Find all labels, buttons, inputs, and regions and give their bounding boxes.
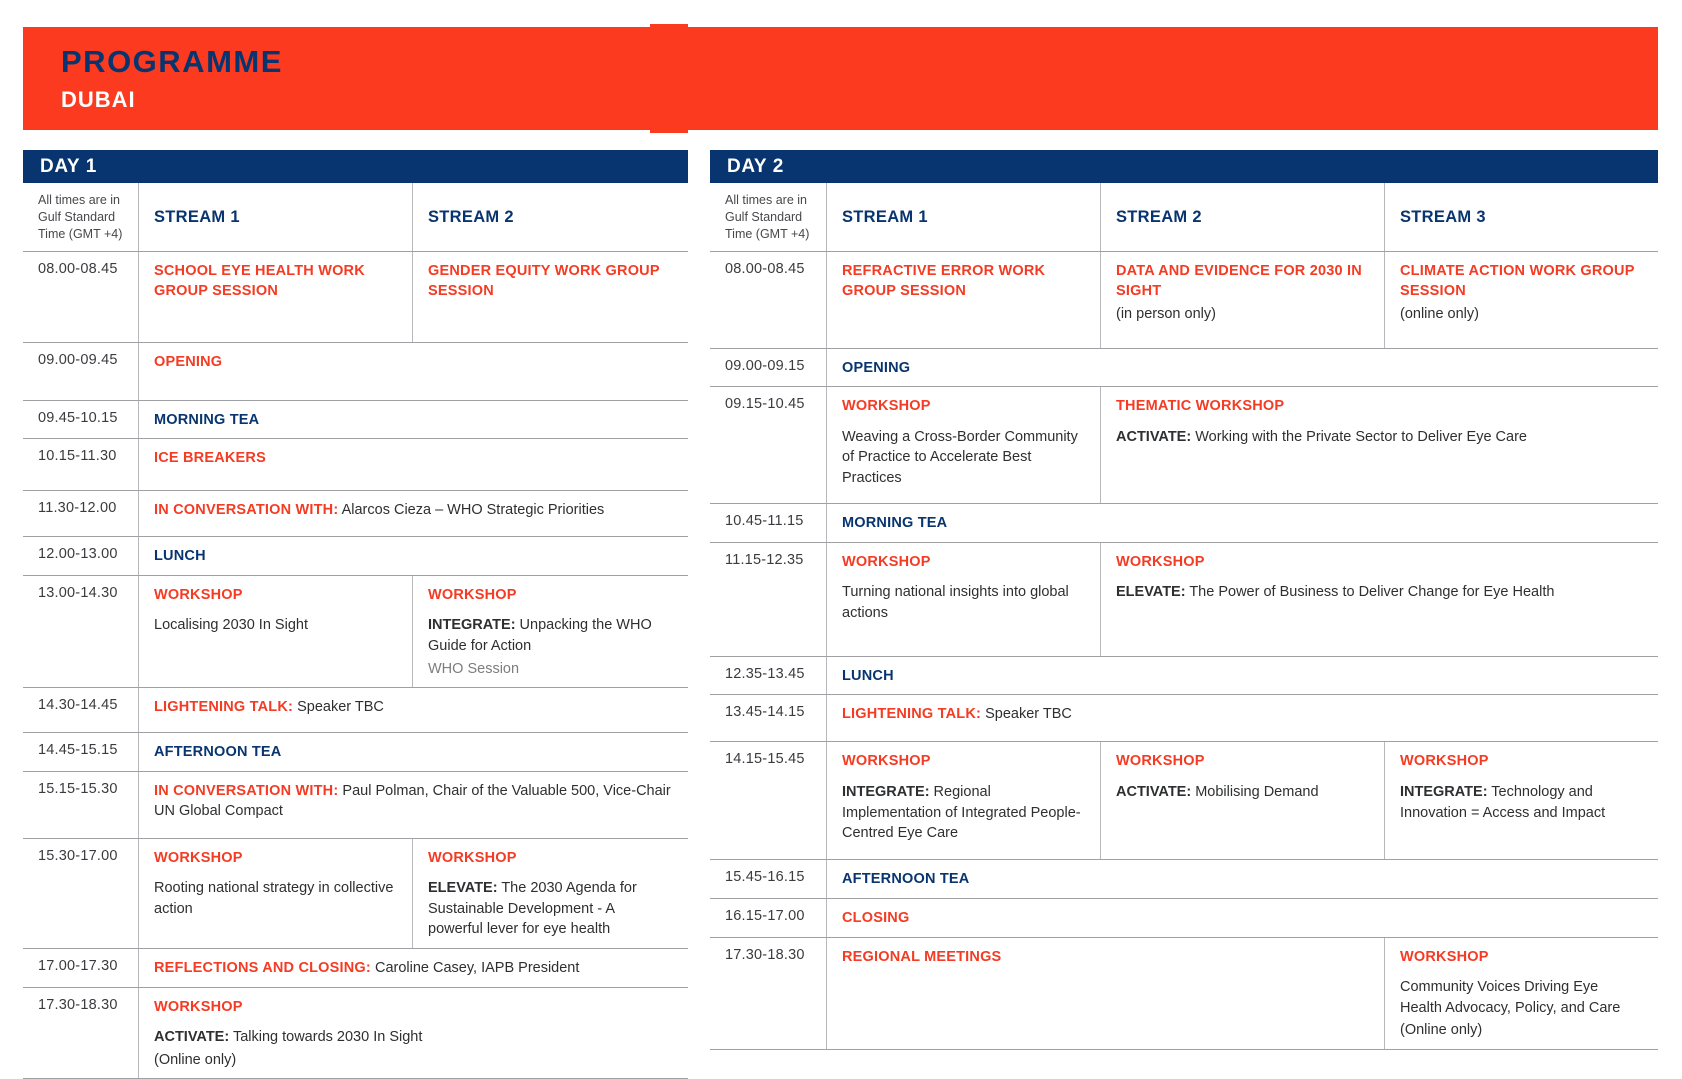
session-text-line xyxy=(428,848,673,869)
text-segment: AFTERNOON TEA xyxy=(154,744,282,761)
text-segment: The 2030 Agenda for Sustainable Development - A powerful lever for eye health xyxy=(428,880,637,938)
session-cell xyxy=(138,537,688,575)
session-text-line xyxy=(1400,1020,1643,1041)
text-segment: Working with the Private Sector to Deliver Eye Care xyxy=(1191,428,1527,445)
time-range: 14.45-15.15 xyxy=(38,742,118,759)
day2-header-row xyxy=(710,183,1658,252)
session-cell xyxy=(138,733,688,771)
text-segment: REFRACTIVE ERROR WORK GROUP SESSION xyxy=(842,262,1046,300)
text-segment: IN CONVERSATION WITH: xyxy=(154,782,339,799)
session-cell xyxy=(826,695,1658,741)
schedule-row xyxy=(710,252,1658,349)
text-segment: Regional Implementation of Integrated People-Centred Eye Care xyxy=(842,783,1081,842)
text-segment: WORKSHOP xyxy=(428,586,517,603)
text-segment: MORNING TEA xyxy=(154,411,260,428)
banner xyxy=(23,27,1658,130)
text-segment: WORKSHOP xyxy=(1400,948,1489,965)
text-segment: AFTERNOON TEA xyxy=(842,871,970,888)
schedule-row xyxy=(23,343,688,401)
session-text-line xyxy=(842,396,1085,417)
session-text-line xyxy=(842,582,1085,623)
session-text-line xyxy=(154,261,397,302)
text-segment: ACTIVATE: xyxy=(154,1029,230,1046)
schedule-row xyxy=(710,899,1658,938)
session-text-line xyxy=(842,358,1643,379)
text-segment: ELEVATE: xyxy=(1116,584,1186,601)
text-segment: SCHOOL EYE HEALTH WORK GROUP SESSION xyxy=(154,262,365,300)
session-cell xyxy=(1100,387,1658,503)
session-text-line xyxy=(842,261,1085,302)
time-range: 13.45-14.15 xyxy=(725,704,805,721)
session-text-line xyxy=(154,410,673,431)
time-range: 10.15-11.30 xyxy=(38,448,117,465)
session-cell xyxy=(826,349,1658,387)
session-text-line xyxy=(154,585,397,606)
text-segment: Localising 2030 In Sight xyxy=(154,617,308,634)
schedule-row xyxy=(23,949,688,988)
text-segment: WORKSHOP xyxy=(842,553,931,570)
session-text-line xyxy=(154,958,673,979)
session-text-line xyxy=(154,1050,673,1071)
text-segment: WORKSHOP xyxy=(154,849,243,866)
time-range: 12.00-13.00 xyxy=(38,546,118,563)
text-segment: Community Voices Driving Eye Health Advocacy, Policy, and Care xyxy=(1400,979,1621,1016)
schedule-row xyxy=(23,988,688,1079)
schedule-row xyxy=(23,401,688,440)
session-cell xyxy=(826,657,1658,695)
text-segment: WORKSHOP xyxy=(1400,753,1489,770)
schedule-row xyxy=(710,349,1658,388)
text-segment: Paul Polman, Chair of the Valuable 500, Vice-Chair UN Global Compact xyxy=(154,782,671,820)
text-segment: DATA AND EVIDENCE FOR 2030 IN SIGHT xyxy=(1116,262,1362,300)
session-cell xyxy=(138,343,688,400)
text-segment: REGIONAL MEETINGS xyxy=(842,948,1002,965)
schedule-row xyxy=(23,733,688,772)
schedule-row xyxy=(710,695,1658,742)
text-segment: ACTIVATE: xyxy=(1116,783,1192,800)
schedule-row xyxy=(23,839,688,949)
session-text-line xyxy=(1400,947,1643,968)
text-segment: LIGHTENING TALK: xyxy=(154,699,294,716)
text-segment: INTEGRATE: xyxy=(842,783,930,800)
session-text-line xyxy=(842,782,1085,844)
text-segment: LIGHTENING TALK: xyxy=(842,706,982,723)
text-segment: WORKSHOP xyxy=(428,849,517,866)
text-segment: ELEVATE: xyxy=(428,880,498,897)
text-segment: WORKSHOP xyxy=(842,753,931,770)
text-segment: CLOSING xyxy=(842,909,910,926)
text-segment: (Online only) xyxy=(1400,1022,1483,1039)
text-segment: INTEGRATE: xyxy=(1400,783,1488,800)
text-segment: Technology and Innovation = Access and Impact xyxy=(1400,783,1606,821)
time-range: 09.00-09.45 xyxy=(38,351,118,368)
session-text-line xyxy=(1116,552,1643,573)
session-text-line xyxy=(842,947,1369,968)
text-segment: WORKSHOP xyxy=(842,398,931,415)
session-text-line xyxy=(842,552,1085,573)
text-segment: Rooting national strategy in collective action xyxy=(154,880,394,917)
session-cell xyxy=(1100,742,1384,859)
text-segment: The Power of Business to Deliver Change for Eye Health xyxy=(1185,584,1555,601)
session-text-line xyxy=(154,848,397,869)
text-segment: WORKSHOP xyxy=(1116,753,1205,770)
schedule-row xyxy=(710,387,1658,504)
session-text-line xyxy=(154,448,673,469)
day1-header-row xyxy=(23,183,688,252)
session-cell xyxy=(1100,543,1658,656)
session-cell xyxy=(138,491,688,536)
text-segment: WHO Session xyxy=(428,660,520,677)
session-cell xyxy=(412,839,688,948)
time-range: 15.15-15.30 xyxy=(38,780,118,797)
time-range: 17.30-18.30 xyxy=(725,946,805,963)
session-cell xyxy=(826,899,1658,937)
schedule-row xyxy=(710,938,1658,1050)
day1-stream1-header: STREAM 1 xyxy=(138,183,412,251)
text-segment: OPENING xyxy=(842,359,911,376)
day2-title-bar xyxy=(710,150,1658,183)
session-cell xyxy=(138,252,412,342)
session-text-line xyxy=(1116,261,1369,302)
time-range: 11.15-12.35 xyxy=(725,551,804,568)
time-range: 13.00-14.30 xyxy=(38,584,118,601)
session-cell xyxy=(826,938,1384,1049)
text-segment: (online only) xyxy=(1400,305,1479,322)
session-text-line xyxy=(1400,751,1643,772)
session-text-line xyxy=(1400,977,1643,1018)
session-cell xyxy=(412,252,688,342)
session-text-line xyxy=(154,1027,673,1048)
session-text-line xyxy=(842,751,1085,772)
session-text-line xyxy=(428,878,673,940)
session-text-line xyxy=(428,615,673,656)
session-cell xyxy=(138,576,412,687)
session-cell xyxy=(138,688,688,732)
text-segment: INTEGRATE: xyxy=(428,617,516,634)
session-cell xyxy=(138,988,688,1079)
text-segment: (Online only) xyxy=(154,1051,237,1068)
session-cell xyxy=(826,252,1100,348)
text-segment: Caroline Casey, IAPB President xyxy=(370,959,580,976)
session-cell xyxy=(826,742,1100,859)
text-segment: Mobilising Demand xyxy=(1191,783,1319,800)
day2-stream1-header: STREAM 1 xyxy=(826,183,1100,251)
session-cell xyxy=(412,576,688,687)
time-range: 17.30-18.30 xyxy=(38,996,118,1013)
text-segment: REFLECTIONS AND CLOSING: xyxy=(154,959,371,976)
session-text-line xyxy=(1116,782,1369,803)
day1-rows xyxy=(23,252,688,1079)
day2-title: DAY 2 xyxy=(727,155,784,177)
text-segment: CLIMATE ACTION WORK GROUP SESSION xyxy=(1400,262,1635,300)
day1-title: DAY 1 xyxy=(40,155,97,177)
schedule-row xyxy=(23,439,688,491)
day2-time-note: All times are in Gulf Standard Time (GMT +4) xyxy=(725,193,810,241)
text-segment: MORNING TEA xyxy=(842,515,948,532)
schedule-row xyxy=(23,576,688,688)
banner-title: PROGRAMME xyxy=(61,44,283,79)
schedule-row xyxy=(710,742,1658,860)
schedule-row xyxy=(710,860,1658,899)
text-segment: GENDER EQUITY WORK GROUP SESSION xyxy=(428,262,660,300)
session-cell xyxy=(826,860,1658,898)
schedule-row xyxy=(710,657,1658,696)
session-text-line xyxy=(1116,582,1643,603)
time-range: 10.45-11.15 xyxy=(725,513,804,530)
session-cell xyxy=(826,504,1658,542)
day2-stream2-header: STREAM 2 xyxy=(1100,183,1384,251)
session-cell xyxy=(1384,252,1658,348)
session-cell xyxy=(138,439,688,490)
session-cell xyxy=(138,401,688,439)
session-cell xyxy=(826,543,1100,656)
session-text-line xyxy=(154,546,673,567)
time-range: 15.45-16.15 xyxy=(725,869,805,886)
text-segment: WORKSHOP xyxy=(154,998,243,1015)
session-text-line xyxy=(154,878,397,919)
schedule-row xyxy=(23,772,688,839)
session-text-line xyxy=(842,869,1643,890)
session-cell xyxy=(138,949,688,987)
text-segment: Weaving a Cross-Border Community of Practice to Accelerate Best Practices xyxy=(842,428,1078,486)
time-range: 17.00-17.30 xyxy=(38,957,118,974)
session-text-line xyxy=(428,659,673,680)
schedule-row xyxy=(23,537,688,576)
text-segment: Speaker TBC xyxy=(293,699,384,716)
schedule-row xyxy=(23,688,688,733)
text-segment: WORKSHOP xyxy=(154,586,243,603)
session-text-line xyxy=(1400,261,1643,302)
day1-title-bar xyxy=(23,150,688,183)
session-text-line xyxy=(154,997,673,1018)
time-range: 15.30-17.00 xyxy=(38,847,118,864)
text-segment: Alarcos Cieza – WHO Strategic Priorities xyxy=(338,502,605,519)
text-segment: Turning national insights into global actions xyxy=(842,584,1069,621)
session-text-line xyxy=(428,261,673,302)
text-segment: Speaker TBC xyxy=(981,706,1072,723)
time-range: 08.00-08.45 xyxy=(38,260,118,277)
session-text-line xyxy=(1400,782,1643,823)
session-text-line xyxy=(842,427,1085,489)
text-segment: Talking towards 2030 In Sight xyxy=(229,1029,423,1046)
schedule-row xyxy=(23,491,688,537)
session-text-line xyxy=(428,585,673,606)
session-cell xyxy=(138,839,412,948)
banner-subtitle: DUBAI xyxy=(61,87,136,112)
time-range: 09.00-09.15 xyxy=(725,357,805,374)
session-cell xyxy=(1100,252,1384,348)
day1-time-note: All times are in Gulf Standard Time (GMT +4) xyxy=(38,193,123,241)
session-text-line xyxy=(154,697,673,718)
time-range: 11.30-12.00 xyxy=(38,500,117,517)
session-text-line xyxy=(154,781,673,822)
text-segment: ICE BREAKERS xyxy=(154,450,266,467)
session-text-line xyxy=(1116,751,1369,772)
session-cell xyxy=(1384,938,1658,1049)
session-text-line xyxy=(154,500,673,521)
day1-stream2-header: STREAM 2 xyxy=(412,183,688,251)
session-text-line xyxy=(842,908,1643,929)
day2-rows xyxy=(710,252,1658,1050)
session-text-line xyxy=(154,615,397,636)
schedule-row xyxy=(710,543,1658,657)
day2-stream3-header: STREAM 3 xyxy=(1384,183,1658,251)
time-range: 16.15-17.00 xyxy=(725,907,805,924)
session-text-line xyxy=(842,513,1643,534)
session-cell xyxy=(1384,742,1658,859)
time-range: 14.30-14.45 xyxy=(38,697,118,714)
day1-table xyxy=(23,150,688,1079)
time-range: 14.15-15.45 xyxy=(725,751,805,768)
text-segment: LUNCH xyxy=(154,548,206,565)
day2-table xyxy=(710,150,1658,1050)
session-text-line xyxy=(842,704,1643,725)
session-text-line xyxy=(1116,396,1643,417)
text-segment: (in person only) xyxy=(1116,305,1216,322)
text-segment: Unpacking the WHO Guide for Action xyxy=(428,617,652,654)
session-text-line xyxy=(1116,427,1643,448)
session-cell xyxy=(826,387,1100,503)
banner-seam xyxy=(650,24,688,133)
text-segment: WORKSHOP xyxy=(1116,553,1205,570)
text-segment: LUNCH xyxy=(842,667,894,684)
text-segment: IN CONVERSATION WITH: xyxy=(154,502,339,519)
session-text-line xyxy=(842,666,1643,687)
time-range: 08.00-08.45 xyxy=(725,260,805,277)
session-text-line xyxy=(154,352,673,373)
session-text-line xyxy=(154,742,673,763)
text-segment: ACTIVATE: xyxy=(1116,428,1192,445)
time-range: 09.45-10.15 xyxy=(38,409,118,426)
time-range: 09.15-10.45 xyxy=(725,396,805,413)
session-cell xyxy=(138,772,688,838)
session-text-line xyxy=(1400,304,1643,325)
session-text-line xyxy=(1116,304,1369,325)
schedule-row xyxy=(23,252,688,343)
text-segment: THEMATIC WORKSHOP xyxy=(1116,398,1285,415)
text-segment: OPENING xyxy=(154,353,223,370)
time-range: 12.35-13.45 xyxy=(725,665,805,682)
schedule-row xyxy=(710,504,1658,543)
